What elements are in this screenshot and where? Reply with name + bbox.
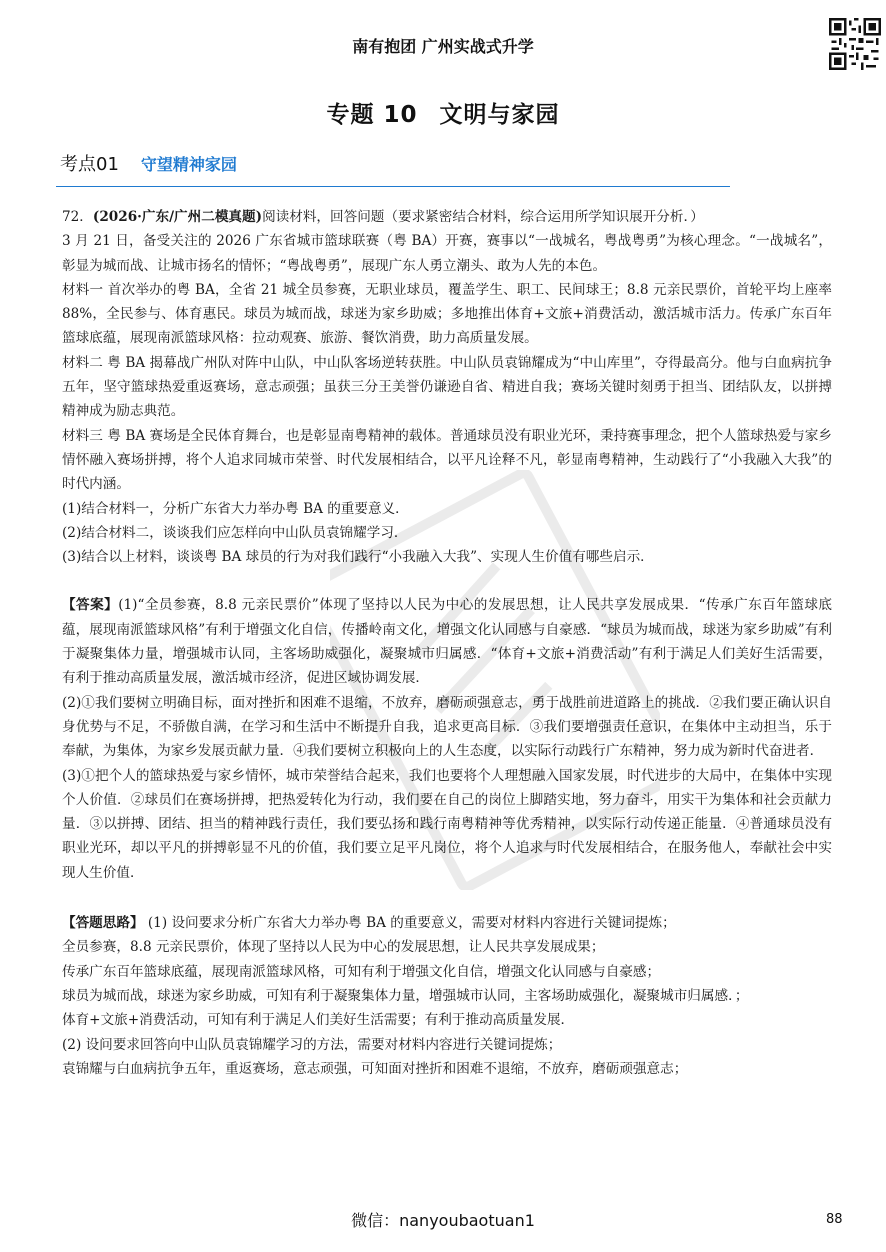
question-number: 72．: [62, 209, 93, 225]
qr-code-icon: [829, 18, 881, 70]
header-brand: 南有抱团 广州实战式升学: [352, 37, 534, 56]
answer-label: 【答案】: [62, 597, 119, 614]
question-header: [62, 205, 832, 229]
analysis-line-4: 球员为城而战，球迷为家乡助威，可知有利于凝聚集体力量，增强城市认同，主客场助威强化，凝聚城市归属感．；: [62, 987, 749, 1004]
topic-heading: [60, 150, 237, 176]
question-intro: 3 月 21 日，备受关注的 2026 广东省城市篮球联赛（粤 BA）开赛，赛事以“一战城名，粤战粤勇”为核心理念。“一战城名”，彰显为城而战、让城市扬名的情怀；“粤战粤勇”，展现广东人勇立潮头、敢为人先的本色。: [62, 233, 832, 274]
document-body: [62, 205, 832, 1081]
answer-part-3: (3)①把个人的篮球热爱与家乡情怀，城市荣誉结合起来，我们也要将个人理想融入国家发展，时代进步的大局中，在集体中实现个人价值．②球员们在赛场拼搏，把热爱转化为行动，我们要在自己的岗位上脚踏实地，努力奋斗，用实干为集体和社会贡献力量．③以拼搏、团结、担当的精神践行责任，我们要弘扬和践行南粤精神等优秀精神，以实际行动传递正能量．④普通球员没有职业光环，却以平凡的拼搏彰显不凡的价值，我们要立足平凡岗位，将个人追求与时代发展相结合，在服务他人，奉献社会中实现人生价值．: [62, 767, 832, 881]
answer-text-1: (1)“全员参赛，8.8 元亲民票价”体现了坚持以人民为中心的发展思想，让人民共享发展成果．“传承广东百年篮球底蕴，展现南派篮球风格”有利于增强文化自信，传播岭南文化，增强文化认同感与自豪感．“球员为城而战，球迷为家乡助威”有利于凝聚集体力量，增强城市认同，主客场助威强化，凝聚城市归属感．“体育+文旅+消费活动”有利于满足人们美好生活需要，有利于推动高质量发展，激活城市经济，促进区域协调发展．: [62, 597, 833, 687]
question-source: (2026·广东/广州二模真题): [92, 209, 263, 225]
chapter-title: [0, 96, 886, 129]
sub-question-3: (3)结合以上材料，谈谈粤 BA 球员的行为对我们践行“小我融入大我”、实现人生价值有哪些启示．: [62, 549, 654, 566]
analysis-line-3: 传承广东百年篮球底蕴，展现南派篮球风格，可知有利于增强文化自信，增强文化认同感与自豪感；: [62, 963, 661, 980]
topic-code: 考点01: [60, 154, 119, 175]
sub-question-2: (2)结合材料二，谈谈我们应怎样向中山队员袁锦耀学习．: [62, 524, 408, 541]
material-3: 材料三 粤 BA 赛场是全民体育舞台，也是彰显南粤精神的载体。普通球员没有职业光环，秉持赛事理念，把个人篮球热爱与家乡情怀融入赛场拼搏，将个人追求同城市荣誉、时代发展相结合，以平凡诠释不凡，彰显南粤精神，生动践行了“小我融入大我”的时代内涵。: [62, 427, 832, 493]
analysis-text-1: (1) 设问要求分析广东省大力举办粤 BA 的重要意义，需要对材料内容进行关键词提炼；: [143, 915, 676, 932]
topic-name: 守望精神家园: [140, 155, 237, 174]
footer-wechat: 微信：nanyoubaotuan1: [351, 1211, 535, 1230]
page-number: 88: [826, 1212, 843, 1227]
material-1: 材料一 首次举办的粤 BA，全省 21 城全员参赛，无职业球员，覆盖学生、职工、民间球王；8.8 元亲民票价，首轮平均上座率 88%，全民参与、体育惠民。球员为城而战，球迷为家乡助威；多地推出体育+文旅+消费活动，激活城市活力。传承广东百年篮球底蕴，展现南派篮球风格：拉动观赛、旅游、餐饮消费，助力高质量发展。: [62, 281, 832, 347]
analysis-part-1: [62, 911, 832, 935]
answer-part-2: (2)①我们要树立明确目标，面对挫折和困难不退缩，不放弃，磨砺顽强意志，勇于战胜前进道路上的挑战．②我们要正确认识自身优势与不足，不骄傲自满，在学习和生活中不断提升自我，追求更高目标．③我们要增强责任意识，在集体中主动担当，乐于奉献，为集体，为家乡发展贡献力量．④我们要树立积极向上的人生态度，以实际行动践行广东精神，努力成为新时代奋进者．: [62, 694, 832, 760]
analysis-line-2: 全员参赛，8.8 元亲民票价，体现了坚持以人民为中心的发展思想，让人民共享发展成果；: [62, 939, 605, 956]
chapter-number: 专题 10: [326, 102, 418, 128]
answer-part-1: [62, 593, 832, 690]
chapter-name: 文明与家园: [439, 102, 560, 128]
material-2: 材料二 粤 BA 揭幕战广州队对阵中山队，中山队客场逆转获胜。中山队员袁锦耀成为“中山库里”，夺得最高分。他与白血病抗争五年，坚守篮球热爱重返赛场，意志顽强；虽获三分王美誉仍谦逊自省、精进自我；赛场关键时刻勇于担当、团结队友，以拼搏精神成为励志典范。: [62, 354, 832, 420]
analysis-line-7: 袁锦耀与白血病抗争五年，重返赛场，意志顽强，可知面对挫折和困难不退缩，不放弃，磨砺顽强意志；: [62, 1060, 688, 1077]
sub-question-1: (1)结合材料一，分析广东省大力举办粤 BA 的重要意义．: [62, 500, 409, 517]
analysis-line-5: 体育+文旅+消费活动，可知有利于满足人们美好生活需要；有利于推动高质量发展．: [62, 1012, 575, 1029]
analysis-line-6: (2) 设问要求回答向中山队员袁锦耀学习的方法，需要对材料内容进行关键词提炼；: [62, 1036, 562, 1053]
analysis-label: 【答题思路】: [62, 915, 144, 932]
question-instruction: 阅读材料，回答问题（要求紧密结合材料，综合运用所学知识展开分析．）: [262, 209, 704, 225]
topic-divider: [56, 186, 730, 187]
